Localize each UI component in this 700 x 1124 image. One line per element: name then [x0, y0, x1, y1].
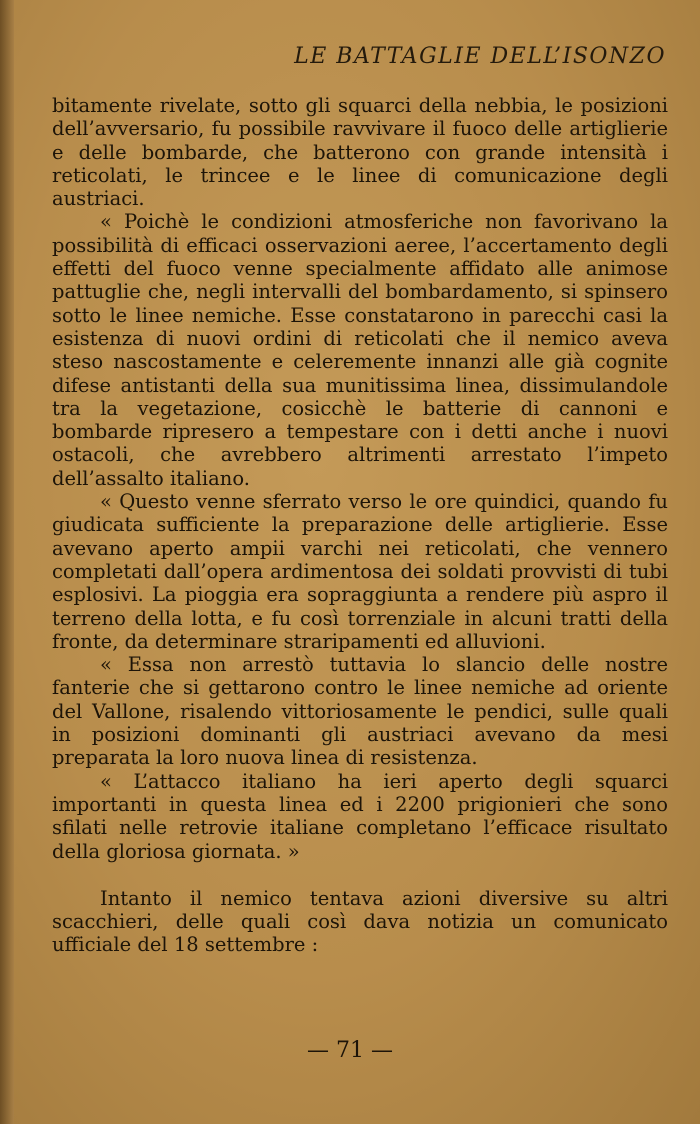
paragraph-4: « Essa non arrestò tuttavia lo slancio delle nostre fanterie che si gettarono contro le linee nemiche ad oriente del Vallone, risalendo vittoriosamente le pendici, sulle quali in posizioni dominanti gli austriaci avevano da mesi preparata la loro nuova linea di resistenza. — [52, 653, 668, 770]
page-edge-shadow — [0, 0, 14, 1124]
running-head: LE BATTAGLIE DELL’ISONZO — [294, 44, 666, 69]
body-text — [52, 94, 668, 957]
paragraph-5: « L’attacco italiano ha ieri aperto degli squarci importanti in questa linea ed i 2200 prigionieri che sono sfilati nelle retrovie italiane completano l’efficace risultato della gloriosa giornata. » — [52, 769, 668, 863]
paragraph-2: « Poichè le condizioni atmosferiche non favorivano la possibilità di efficaci osservazioni aeree, l’accertamento degli effetti del fuoco venne specialmente affidato alle animose pattuglie che, negli intervalli del bombardamento, si spinsero sotto le linee nemiche. Esse constatarono in parecchi casi la esistenza di nuovi ordini di reticolati che il nemico aveva steso nascostamente e celeremente innanzi alle già cognite difese antistanti della sua munitissima linea, dissimulandole tra la vegetazione, cosicchè le batterie di cannoni e bombarde ripresero a tempestare con i detti anche i nuovi ostacoli, che avrebbero altrimenti arrestato l’impeto dell’assalto italiano. — [52, 210, 668, 490]
paragraph-1: bitamente rivelate, sotto gli squarci della nebbia, le posizioni dell’avversario, fu possibile ravvivare il fuoco delle artiglierie e delle bombarde, che batterono con grande intensità i reticolati, le trincee e le linee di comunicazione degli austriaci. — [52, 94, 668, 211]
page-number: — 71 — — [307, 1038, 393, 1063]
paragraph-6: Intanto il nemico tentava azioni diversive su altri scacchieri, delle quali così dava notizia un comunicato ufficiale del 18 settembre : — [52, 886, 668, 957]
paragraph-3: « Questo venne sferrato verso le ore quindici, quando fu giudicata sufficiente la preparazione delle artiglierie. Esse avevano aperto ampii varchi nei reticolati, che vennero completati dall’opera ardimentosa dei soldati provvisti di tubi esplosivi. La pioggia era sopraggiunta a rendere più aspro il terreno della lotta, e fu così torrenziale in alcuni tratti della fronte, da determinare straripamenti ed alluvioni. — [52, 490, 668, 653]
